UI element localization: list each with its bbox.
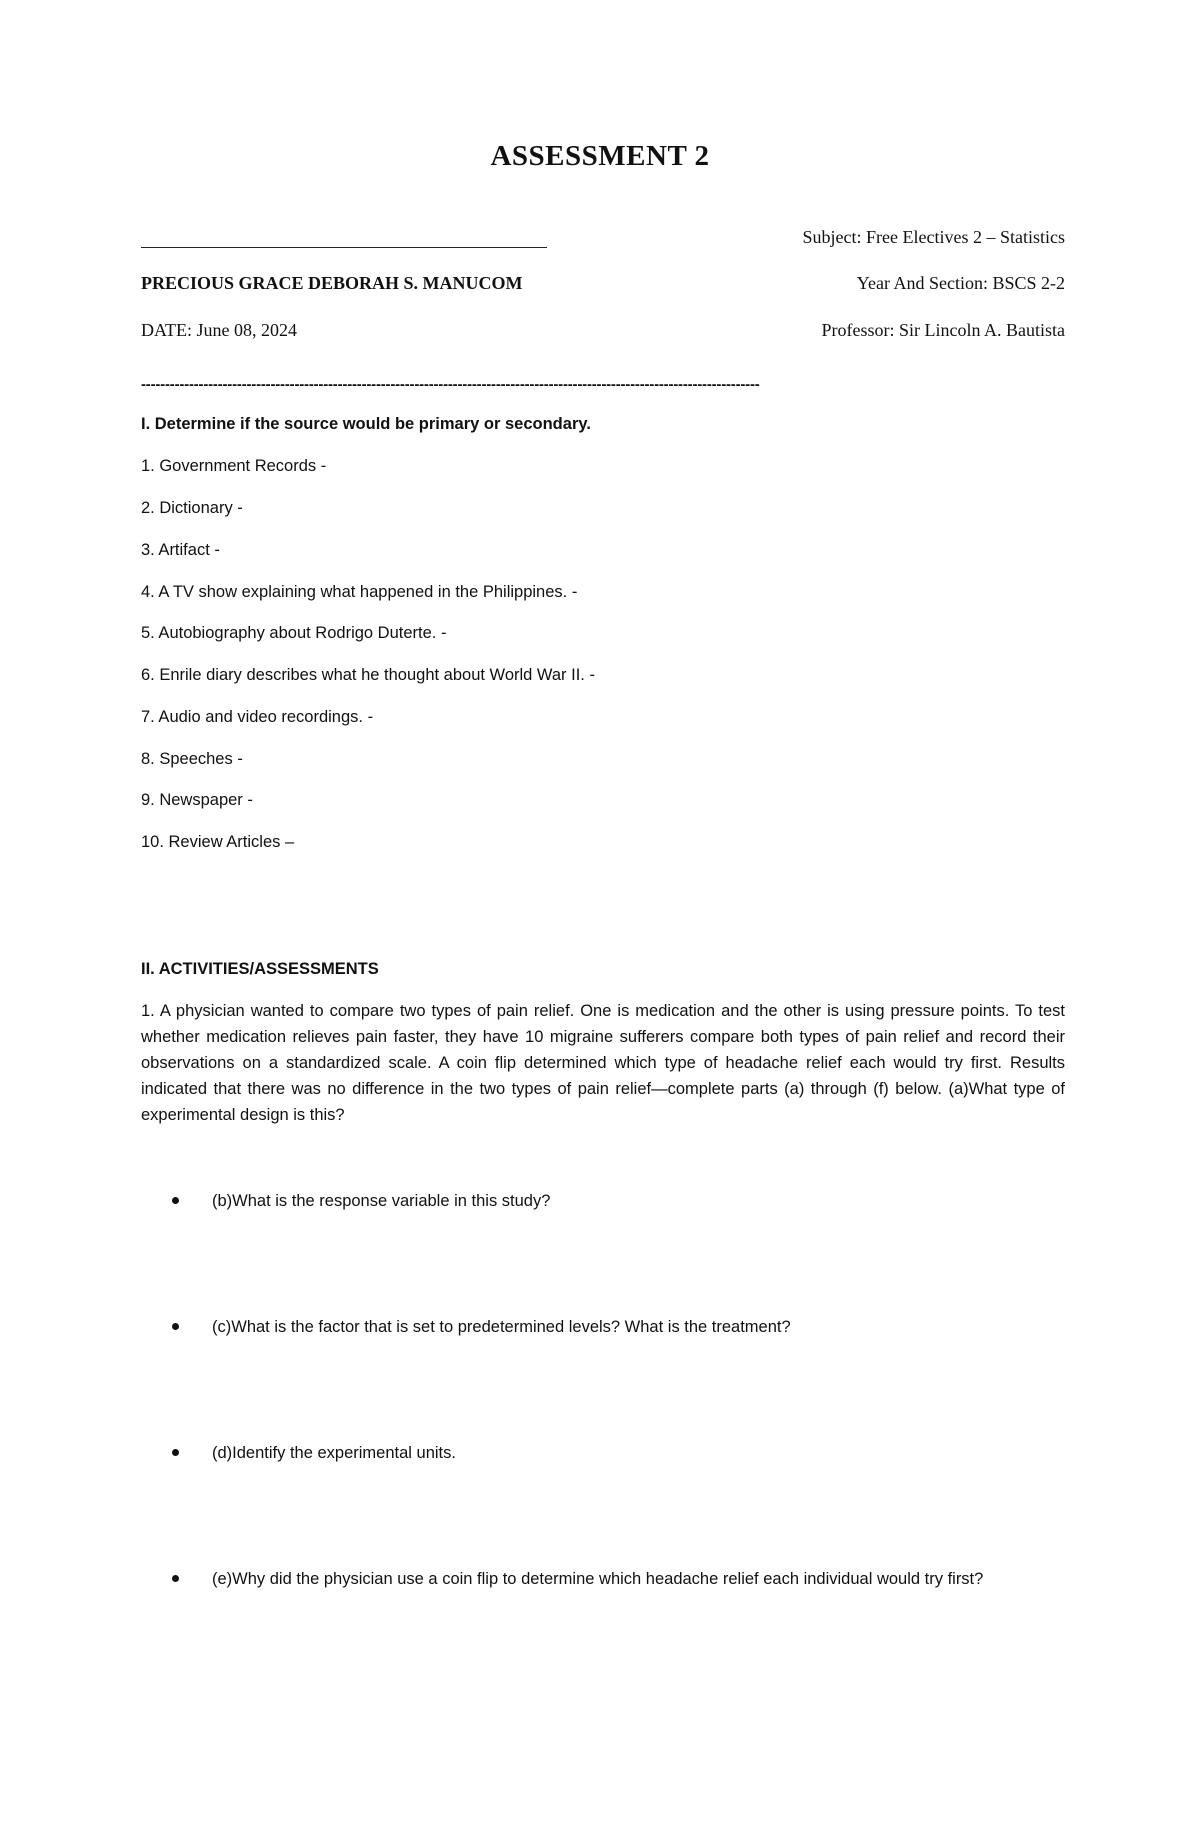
bullet-text: (d)Identify the experimental units.	[212, 1444, 456, 1462]
date-label: DATE: June 08, 2024	[141, 320, 297, 340]
list-item: 1. Government Records -	[141, 457, 327, 475]
list-item: 7. Audio and video recordings. -	[141, 708, 374, 726]
student-name: PRECIOUS GRACE DEBORAH S. MANUCOM	[141, 273, 523, 293]
professor-label: Professor: Sir Lincoln A. Bautista	[821, 320, 1065, 340]
bullet-icon	[172, 1575, 179, 1582]
list-item: 8. Speeches -	[141, 750, 243, 768]
list-item: 2. Dictionary -	[141, 499, 243, 517]
section-i-heading: I. Determine if the source would be primary or secondary.	[141, 415, 591, 433]
year-section-label: Year And Section: BSCS 2-2	[856, 273, 1065, 293]
list-item: 4. A TV show explaining what happened in the Philippines. -	[141, 583, 578, 601]
dashed-separator: ---------------------------------------------------------------------------------------------------------------------------------	[141, 376, 760, 393]
list-item: 3. Artifact -	[141, 541, 220, 559]
question-paragraph: 1. A physician wanted to compare two types of pain relief. One is medication and the other is using pressure points. To test whether medication relieves pain faster, they have 10 migraine sufferers compare both types of pain relief and record their observations on a standardized scale. A coin flip determined which type of headache relief each would try first. Results indicated that there was no difference in the two types of pain relief—complete parts (a) through (f) below. (a)What type of experimental design is this?	[141, 1002, 1065, 1124]
list-item: 9. Newspaper -	[141, 791, 253, 809]
subject-label: Subject: Free Electives 2 – Statistics	[802, 227, 1065, 247]
bullet-text: (e)Why did the physician use a coin flip to determine which headache relief each individual would try first?	[212, 1570, 984, 1588]
section-ii-heading: II. ACTIVITIES/ASSESSMENTS	[141, 960, 379, 978]
name-signature-line	[141, 247, 547, 248]
list-item: 6. Enrile diary describes what he thought about World War II. -	[141, 666, 595, 684]
bullet-icon	[172, 1197, 179, 1204]
list-item: 5. Autobiography about Rodrigo Duterte. -	[141, 624, 447, 642]
bullet-text: (b)What is the response variable in this study?	[212, 1192, 551, 1210]
bullet-icon	[172, 1449, 179, 1456]
page-title: ASSESSMENT 2	[490, 140, 710, 172]
bullet-text: (c)What is the factor that is set to predetermined levels? What is the treatment?	[212, 1318, 791, 1336]
list-item: 10. Review Articles –	[141, 833, 295, 851]
bullet-icon	[172, 1323, 179, 1330]
